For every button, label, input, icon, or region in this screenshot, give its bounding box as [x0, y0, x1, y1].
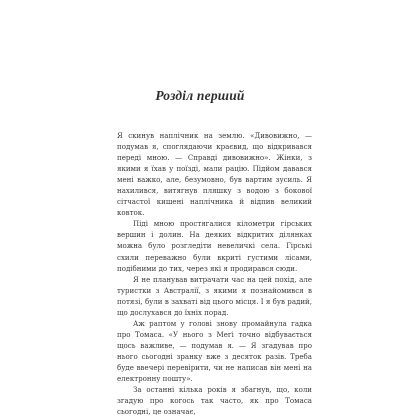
body-text: [117, 130, 312, 417]
paragraph-4: Аж раптом у голові знову промайнула гадка про Томаса. «У нього з Меґі точно відбувається щось важливе, — подумав я. — Я згадував про нього сьогодні зранку вже з десяток разів. Треба буде ввечері перевірити, чи не написав він мені на електронну пошту».: [117, 318, 312, 384]
paragraph-3: Я не планував витрачати час на цей похід, але туристки з Австралії, з якими я познайомився в потязі, були в захваті від цього місця. І я був радий, що дослухався до їхніх порад.: [117, 274, 312, 317]
chapter-title: Розділ перший: [155, 88, 245, 103]
paragraph-5: За останні кілька років я збагнув, що, коли згадую про когось так часто, як про Томаса сьогодні, це означає,: [117, 385, 312, 417]
paragraph-2: Піді мною простягалися кілометри гірських вершин і долин. На деяких відкритих ділянках можна було розгледіти невеличкі села. Гірські схили переважно були вкриті густими лісами, подібними до тих, через які я продирався сюди.: [117, 219, 312, 273]
paragraph-1: Я скинув наплічник на землю. «Дивовижно, — подумав я, споглядаючи краєвид, що відкривався переді мною. — Справді дивовижно». Жінки, з якими я їхав у поїзді, мали рацію. Підйом давався мені важко, але, безумовно, був вартим зусиль. Я нахилився, витягнув пляшку з водою з бокової сітчастої кишені наплічника й відпив великий ковток.: [117, 131, 312, 218]
